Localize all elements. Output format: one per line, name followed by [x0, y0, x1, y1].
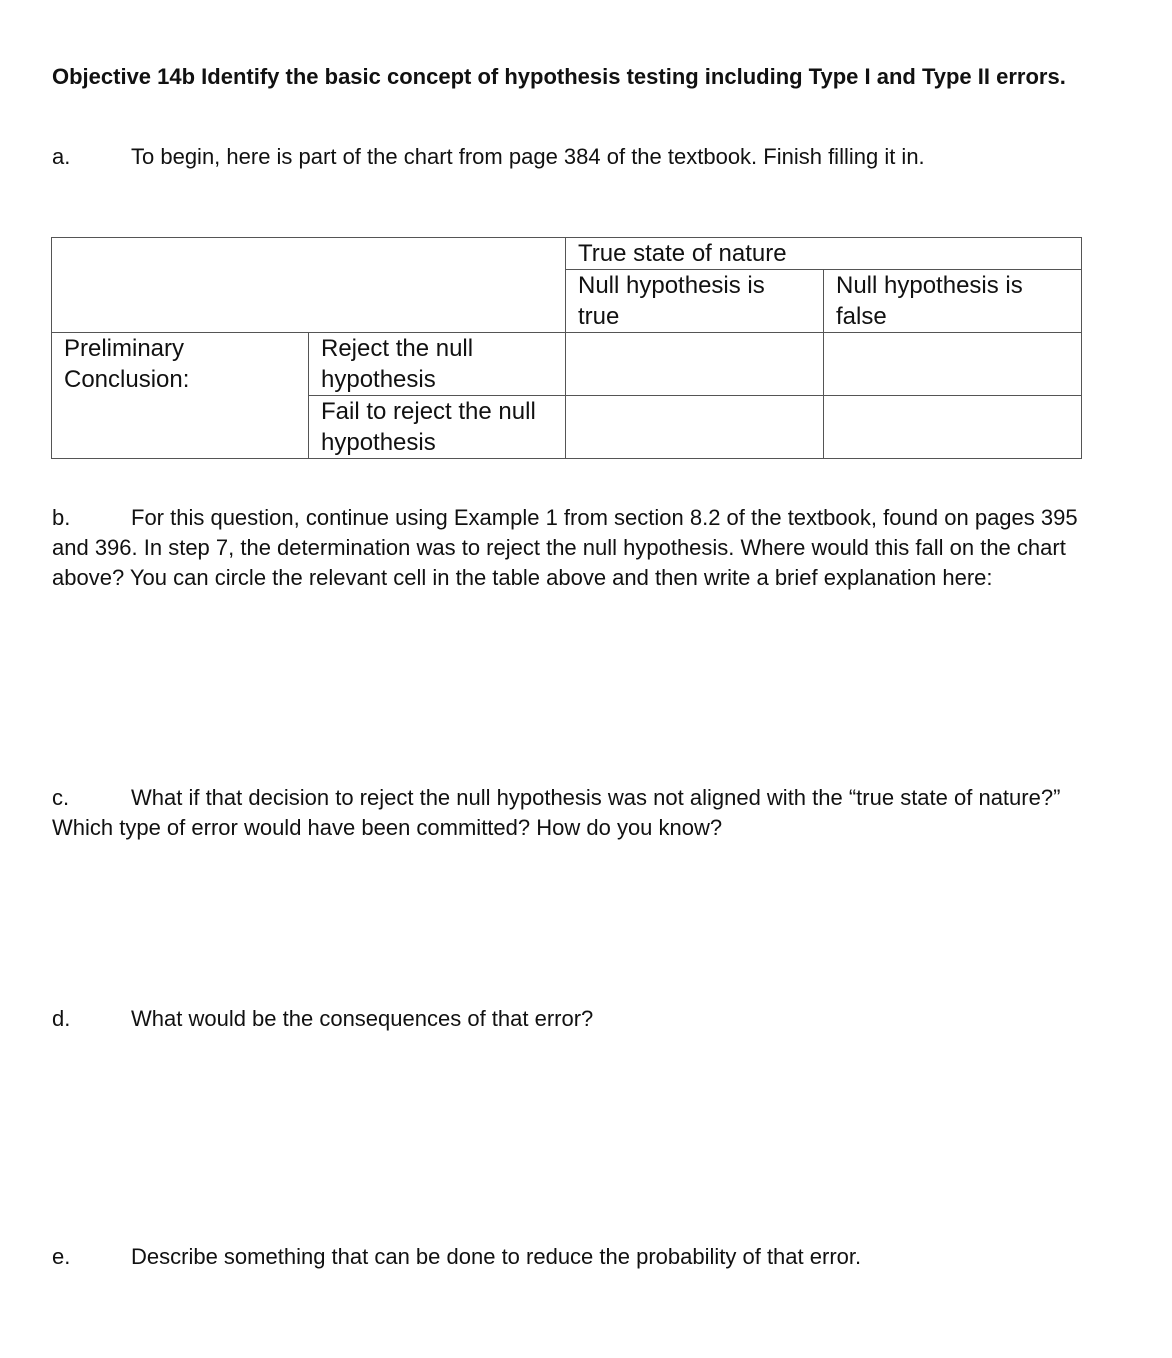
question-b-letter: b. — [52, 505, 71, 530]
preliminary-conclusion-label: Preliminary Conclusion: — [52, 333, 309, 459]
true-state-header: True state of nature — [566, 238, 1082, 270]
question-b-text: For this question, continue using Example 1 from section 8.2 of the textbook, found on pages 395 and 396. In step 7, the determination was to reject the null hypothesis. Where would this fall on the chart above? You can circle the relevant cell in the table above and then write a brief explanation here: — [52, 505, 1078, 590]
cell-reject-false[interactable] — [824, 333, 1082, 396]
question-e-letter: e. — [52, 1244, 71, 1269]
question-a-text: To begin, here is part of the chart from page 384 of the textbook. Finish filling it in. — [131, 144, 925, 169]
question-d-letter: d. — [52, 1006, 71, 1031]
question-e-text: Describe something that can be done to reduce the probability of that error. — [131, 1244, 862, 1269]
question-b — [52, 503, 1092, 593]
question-c-text: What if that decision to reject the null hypothesis was not aligned with the “true state of nature?” Which type of error would have been committed? How do you know? — [52, 785, 1061, 840]
question-e — [52, 1242, 1092, 1272]
objective-title: Objective 14b Identify the basic concept of hypothesis testing including Type I and Type II errors. — [52, 64, 1066, 89]
cell-fail-false[interactable] — [824, 396, 1082, 459]
chart-corner-cell — [52, 238, 566, 333]
row-reject-null: Reject the null hypothesis — [309, 333, 566, 396]
col-null-false: Null hypothesis is false — [824, 270, 1082, 333]
col-null-true: Null hypothesis is true — [566, 270, 824, 333]
question-d — [52, 1004, 1092, 1034]
question-d-text: What would be the consequences of that error? — [131, 1006, 594, 1031]
cell-reject-true[interactable] — [566, 333, 824, 396]
question-c — [52, 783, 1092, 843]
hypothesis-chart — [51, 237, 1082, 459]
cell-fail-true[interactable] — [566, 396, 824, 459]
question-c-letter: c. — [52, 785, 70, 810]
question-a — [52, 142, 1112, 172]
row-fail-to-reject: Fail to reject the null hypothesis — [309, 396, 566, 459]
question-a-letter: a. — [52, 144, 71, 169]
